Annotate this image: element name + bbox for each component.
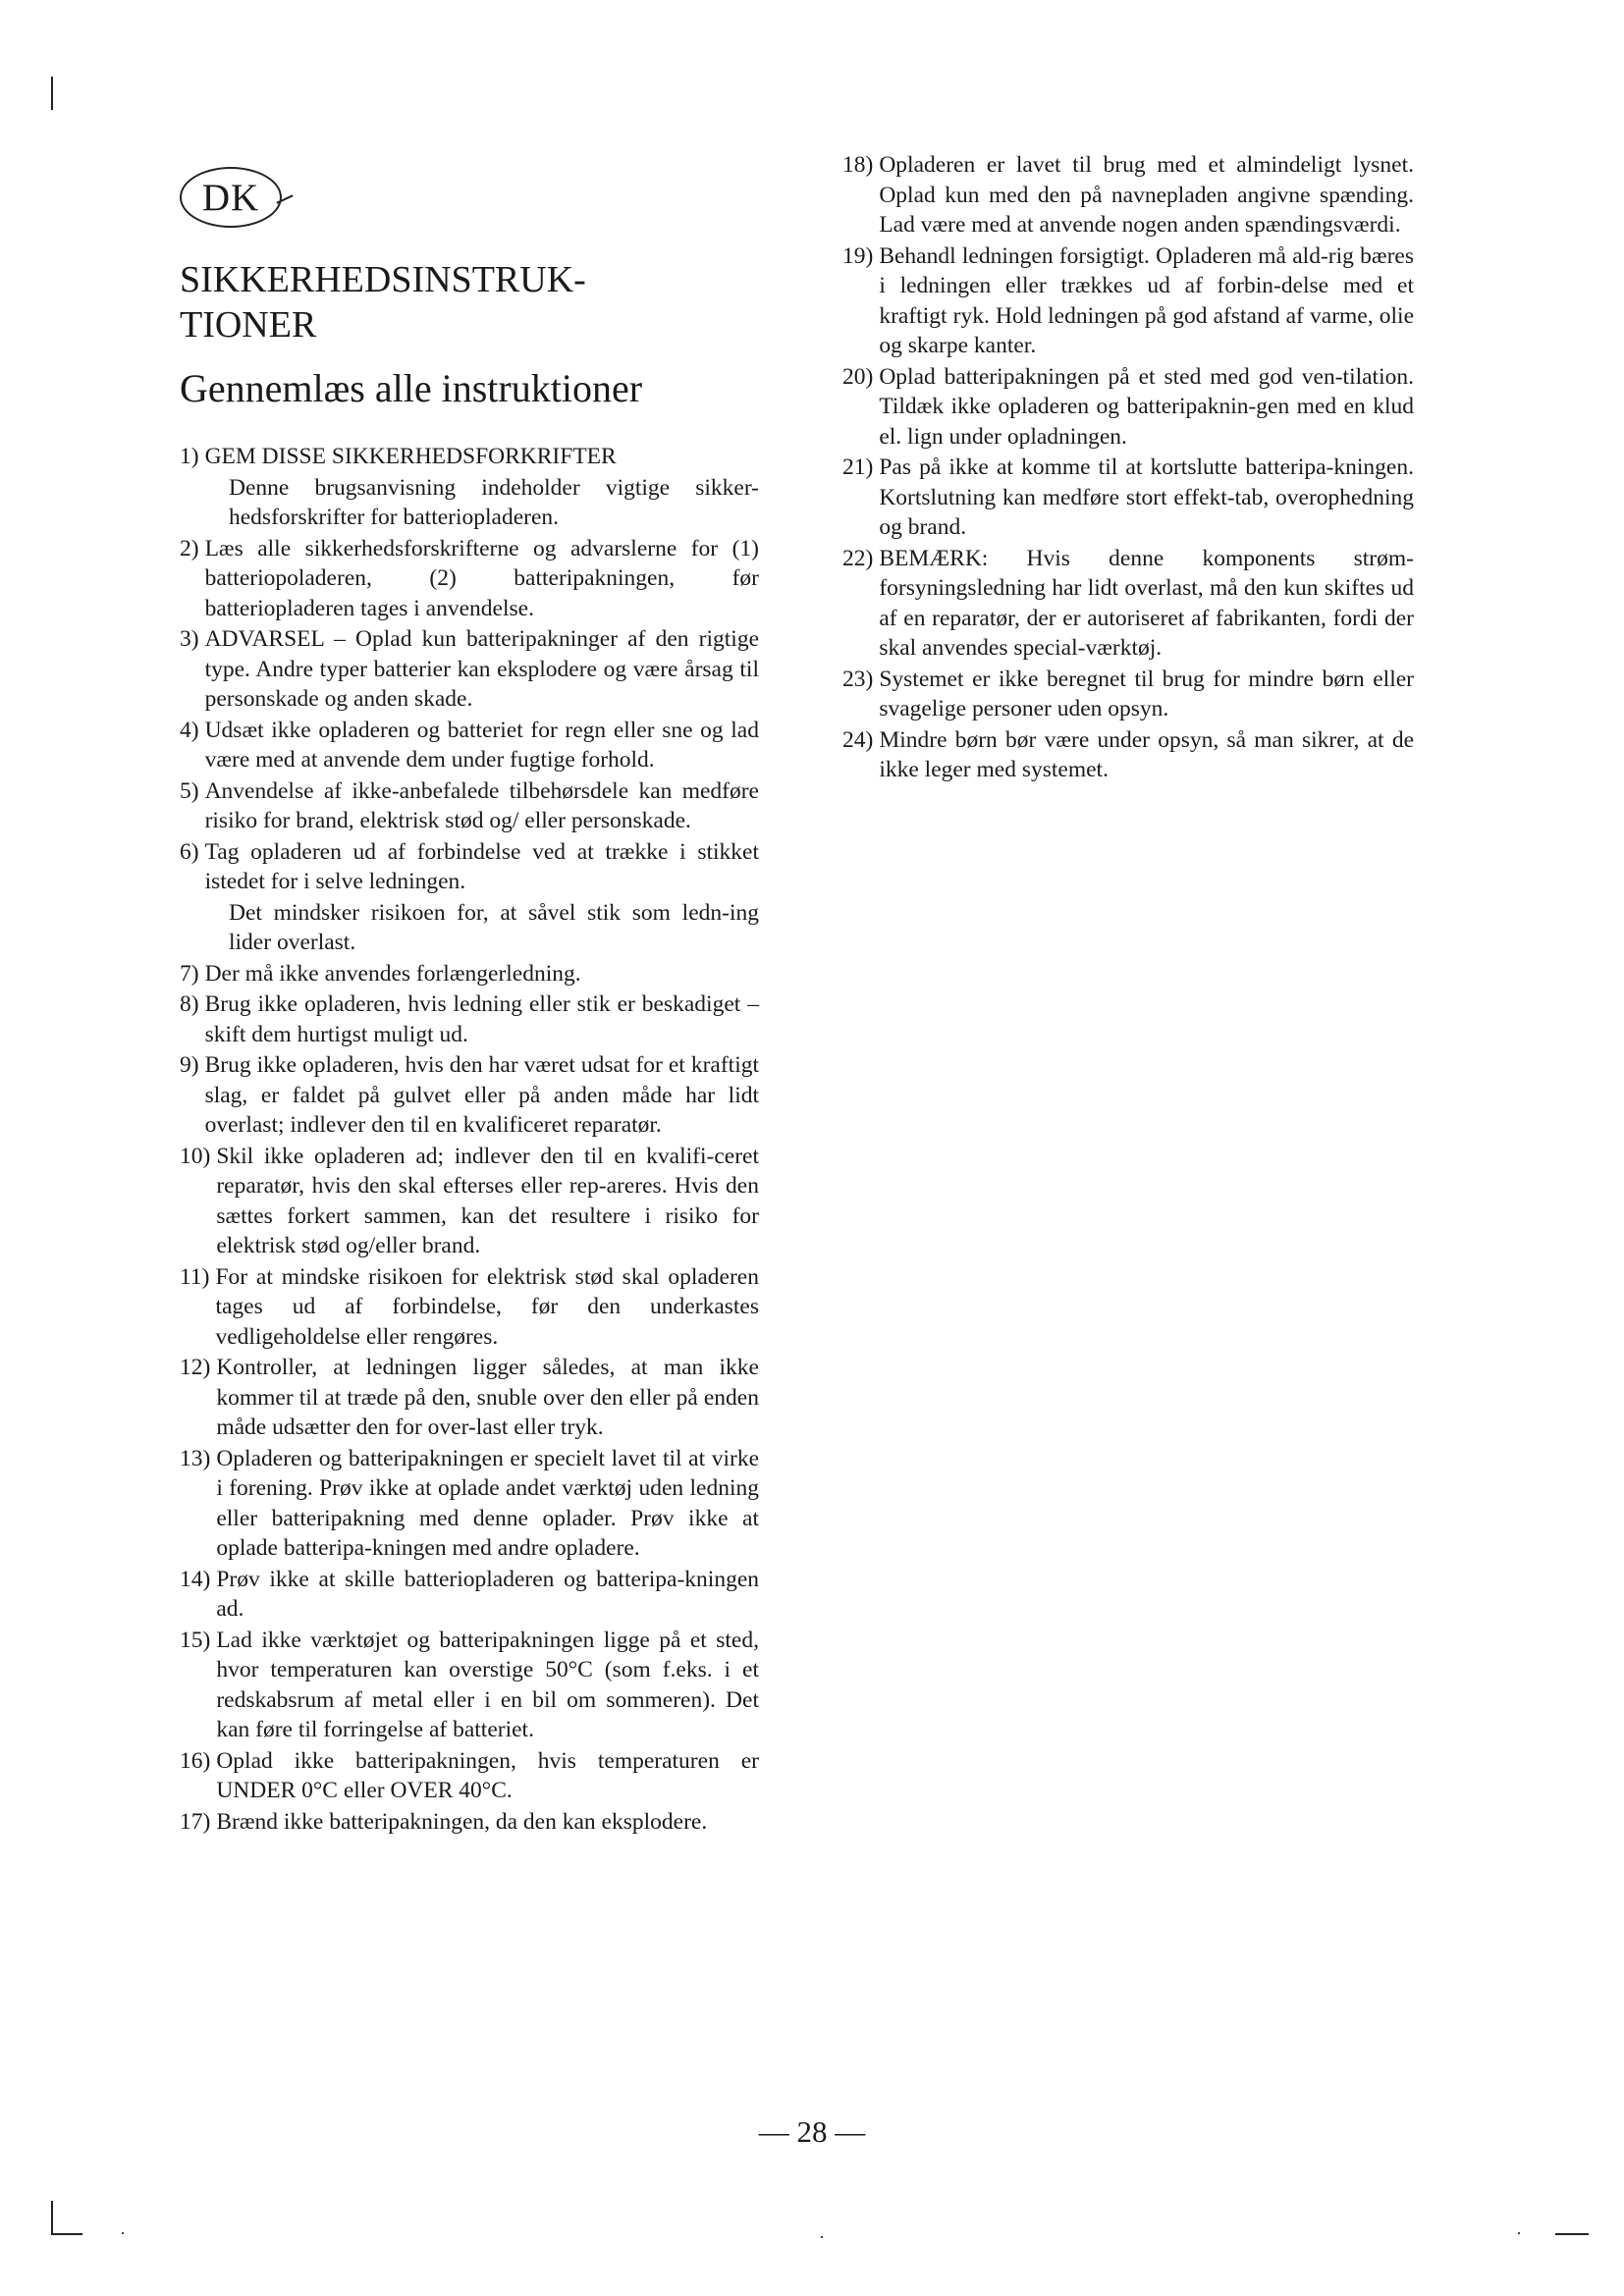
instruction-item <box>180 716 759 775</box>
instruction-item <box>180 534 759 624</box>
instruction-text: Opladeren er lavet til brug med et almindeligt lysnet. Oplad kun med den på navnepladen angivne spænding. Lad være med at anvende nogen anden spændingsværdi. <box>879 152 1414 238</box>
instruction-note: Det mindsker risikoen for, at såvel stik som ledn-ing lider overlast. <box>229 899 759 955</box>
instruction-text: Lad ikke værktøjet og batteripakningen ligge på et sted, hvor temperaturen kan overstige 50°C (som f.eks. i et redskabsrum af metal eller i en bil om sommeren). Det kan føre til forringelse af batteriet. <box>216 1627 759 1742</box>
instruction-number: 2) <box>180 535 199 561</box>
instruction-item <box>180 837 759 897</box>
instruction-item <box>842 362 1414 453</box>
page-subtitle: Gennemlæs alle instruktioner <box>180 366 643 410</box>
instruction-item <box>842 665 1414 724</box>
instruction-item <box>180 1444 759 1564</box>
instruction-item <box>842 453 1414 543</box>
registration-dot <box>1518 2232 1520 2234</box>
instruction-text: Anvendelse af ikke-anbefalede tilbehørsdele kan medføre risiko for brand, elektrisk stød og/ eller personskade. <box>204 777 759 833</box>
instruction-number: 1) <box>180 444 199 469</box>
instruction-number: 3) <box>180 626 199 652</box>
instruction-number: 16) <box>180 1747 211 1774</box>
instruction-text: Brug ikke opladeren, hvis ledning eller stik er beskadiget – skift dem hurtigst muligt ud. <box>204 991 759 1047</box>
left-column <box>180 442 759 1838</box>
instruction-number: 22) <box>842 545 874 571</box>
instruction-number: 17) <box>180 1808 211 1835</box>
instruction-item <box>842 150 1414 240</box>
instruction-text: GEM DISSE SIKKERHEDSFORKRIFTER <box>204 444 617 469</box>
instruction-number: 19) <box>842 242 874 269</box>
instruction-number: 10) <box>180 1143 211 1169</box>
instruction-text: Prøv ikke at skille batteriopladeren og batteripa-kningen ad. <box>216 1566 759 1622</box>
instruction-item <box>180 989 759 1049</box>
instruction-item <box>180 1565 759 1625</box>
instruction-number: 8) <box>180 991 199 1017</box>
instruction-number: 20) <box>842 363 874 390</box>
crop-mark-bottom-right <box>1555 2233 1589 2235</box>
instruction-text: Læs alle sikkerhedsforskrifterne og advarslerne for (1) batteriopoladeren, (2) batteripakningen, før batteriopladeren tages i anvendelse. <box>204 535 759 621</box>
instruction-text: Behandl ledningen forsigtigt. Opladeren må ald-rig bæres i ledningen eller trækkes ud af forbin-delse med et kraftigt ryk. Hold ledningen på god afstand af varme, olie og skarpe kanter. <box>879 242 1414 358</box>
instruction-text: Brænd ikke batteripakningen, da den kan eksplodere. <box>216 1808 708 1835</box>
instruction-number: 21) <box>842 454 874 480</box>
instruction-item <box>180 1626 759 1745</box>
instruction-text: Der må ikke anvendes forlængerledning. <box>204 960 581 987</box>
instruction-number: 12) <box>180 1355 211 1380</box>
instruction-text: Oplad batteripakningen på et sted med god ven-tilation. Tildæk ikke opladeren og batteripaknin-gen med en klud el. lign under opladningen. <box>879 363 1414 450</box>
instruction-number: 14) <box>180 1566 211 1592</box>
instruction-item <box>842 725 1414 785</box>
instruction-text: Tag opladeren ud af forbindelse ved at trække i stikket istedet for i selve ledningen. <box>204 838 759 894</box>
instruction-text: Brug ikke opladeren, hvis den har været udsat for et kraftigt slag, er faldet på gulvet eller på anden måde har lidt overlast; indlever den til en kvalificeret reparatør. <box>204 1052 759 1138</box>
crop-mark-bottom-left-vertical <box>51 2201 53 2234</box>
instruction-number: 15) <box>180 1627 211 1653</box>
page-number: — 28 — <box>758 2114 866 2149</box>
instruction-text: Mindre børn bør være under opsyn, så man sikrer, at de ikke leger med systemet. <box>879 726 1414 782</box>
instruction-item <box>842 241 1414 361</box>
instruction-text: Skil ikke opladeren ad; indlever den til en kvalifi-ceret reparatør, hvis den skal efterses eller rep-areres. Hvis den sættes forkert sammen, kan det resultere i risiko for elektrisk stød og/eller brand. <box>216 1143 759 1258</box>
instruction-text: Udsæt ikke opladeren og batteriet for regn eller sne og lad være med at anvende dem under fugtige forhold. <box>204 717 759 773</box>
instruction-item <box>180 442 759 472</box>
registration-dot <box>821 2236 823 2238</box>
instruction-item <box>180 1142 759 1261</box>
registration-dot <box>122 2232 124 2234</box>
instruction-item <box>180 1353 759 1443</box>
page-title-text: SIKKERHEDSINSTRUK- TIONER <box>180 259 586 346</box>
crop-mark-top-left <box>51 77 53 110</box>
instruction-note: Denne brugsanvisning indeholder vigtige sikker-hedsforskrifter for batteriopladeren. <box>229 474 759 530</box>
instruction-number: 7) <box>180 960 199 987</box>
instruction-text: Opladeren og batteripakningen er specielt lavet til at virke i forening. Prøv ikke at oplade andet værktøj uden ledning eller batteripakning med denne oplader. Prøv ikke at oplade batteripa-kningen med andre opladere. <box>216 1445 759 1561</box>
instruction-text: For at mindske risikoen for elektrisk stød skal opladeren tages ud af forbindelse, før den underkastes vedligeholdelse eller rengøres. <box>215 1263 759 1350</box>
instruction-text: BEMÆRK: Hvis denne komponents strøm-forsyningsledning har lidt overlast, må den kun skiftes ud af en reparatør, der er autoriseret af fabrikanten, fordi der skal anvendes special-værktøj. <box>879 545 1414 661</box>
instruction-item <box>180 624 759 715</box>
instruction-number: 4) <box>180 717 199 743</box>
instruction-text: Oplad ikke batteripakningen, hvis temperaturen er UNDER 0°C eller OVER 40°C. <box>216 1747 759 1803</box>
instruction-text: Pas på ikke at komme til at kortslutte batteripa-kningen. Kortslutning kan medføre stort effekt-tab, overophedning og brand. <box>879 454 1414 540</box>
instruction-item <box>180 959 759 989</box>
instruction-number: 18) <box>842 152 874 178</box>
instruction-item <box>180 1807 759 1838</box>
instruction-number: 23) <box>842 666 874 692</box>
instruction-number: 6) <box>180 838 199 865</box>
instruction-number: 13) <box>180 1445 211 1471</box>
instruction-item <box>180 1746 759 1806</box>
language-badge: DK <box>180 167 282 228</box>
instruction-number: 5) <box>180 777 199 804</box>
instruction-item <box>180 776 759 836</box>
instruction-number: 11) <box>180 1263 210 1290</box>
instruction-number: 9) <box>180 1052 199 1078</box>
instruction-number: 24) <box>842 726 874 753</box>
page-title <box>180 257 730 347</box>
instruction-item <box>180 1050 759 1141</box>
right-column <box>842 150 1414 786</box>
instruction-item <box>180 1262 759 1353</box>
instruction-item <box>842 544 1414 664</box>
instruction-text: Kontroller, at ledningen ligger således, at man ikke kommer til at træde på den, snuble over den eller på enden måde udsætter den for over-last eller tryk. <box>216 1355 759 1440</box>
instruction-text: Systemet er ikke beregnet til brug for mindre børn eller svagelige personer uden opsyn. <box>879 666 1414 721</box>
crop-mark-bottom-left-horizontal <box>51 2233 82 2235</box>
instruction-text: ADVARSEL – Oplad kun batteripakninger af den rigtige type. Andre typer batterier kan eksplodere og være årsag til personskade og anden skade. <box>204 626 759 712</box>
